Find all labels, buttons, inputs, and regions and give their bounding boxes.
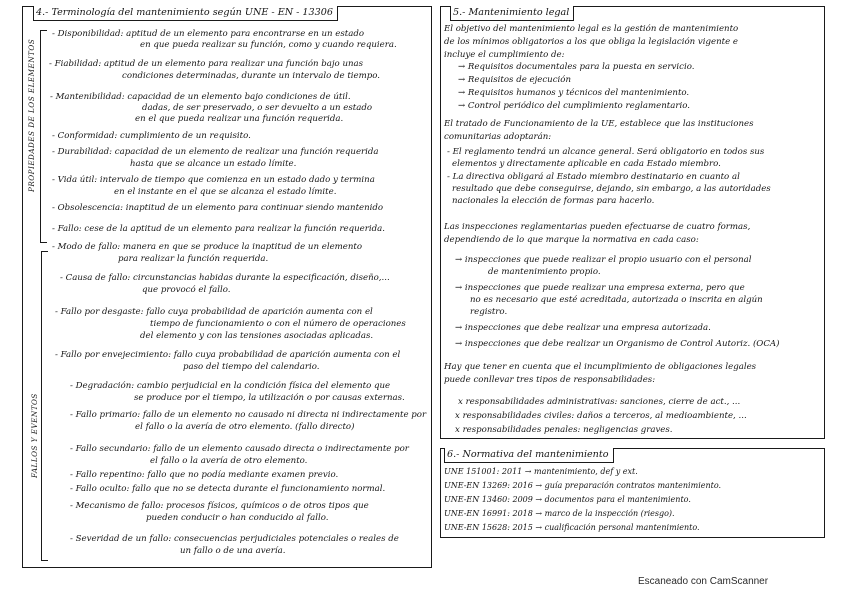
term-line: - Fallo primario: fallo de un elemento no causado ni directa ni indirectamente por (70, 410, 427, 420)
norm-line: UNE-EN 13460: 2009 → documentos para el mantenimiento. (444, 495, 691, 504)
legal-line: x responsabilidades administrativas: sanciones, cierre de act., ... (458, 397, 741, 407)
legal-line: dependiendo de lo que marque la normativa en cada caso: (444, 235, 699, 245)
legal-line: → Requisitos de ejecución (458, 75, 571, 85)
section-6-title: 6.- Normativa del mantenimiento (444, 448, 614, 463)
term-line: - Causa de fallo: circunstancias habidas durante la especificación, diseño,... (60, 273, 390, 283)
norm-line: UNE 151001: 2011 → mantenimiento, def y ext. (444, 467, 638, 476)
term-line: se produce por el tiempo, la utilización o por causas externas. (134, 393, 405, 403)
term-line: dadas, de ser preservado, o ser devuelto a un estado (142, 103, 373, 113)
legal-line: puede conllevar tres tipos de responsabilidades: (444, 375, 656, 385)
term-line: - Vida útil: intervalo de tiempo que comienza en un estado dado y termina (52, 175, 375, 185)
term-line: - Fiabilidad: aptitud de un elemento para realizar una función bajo unas (49, 59, 364, 69)
term-line: - Fallo: cese de la aptitud de un elemento para realizar la función requerida. (52, 224, 385, 234)
camscanner-watermark: Escaneado con CamScanner (638, 576, 769, 587)
legal-line: x responsabilidades civiles: daños a terceros, al medioambiente, ... (455, 411, 747, 421)
legal-line: resultado que debe conseguirse, dejando, sin embargo, a las autoridades (452, 184, 771, 194)
legal-line: → inspecciones que puede realizar el propio usuario con el personal (455, 255, 752, 265)
legal-line: El objetivo del mantenimiento legal es la gestión de mantenimiento (444, 24, 739, 34)
term-line: - Degradación: cambio perjudicial en la condición física del elemento que (70, 381, 391, 391)
legal-line: → Control periódico del cumplimiento reglamentario. (458, 101, 690, 111)
term-line: - Fallo por envejecimiento: fallo cuya probabilidad de aparición aumenta con el (55, 350, 401, 360)
term-line: un fallo o de una avería. (180, 546, 286, 556)
legal-line: comunitarias adoptarán: (444, 132, 552, 142)
term-line: - Durabilidad: capacidad de un elemento de realizar una función requerida (52, 147, 379, 157)
legal-line: → Requisitos documentales para la puesta en servicio. (458, 62, 695, 72)
legal-line: Las inspecciones reglamentarias pueden efectuarse de cuatro formas, (444, 222, 751, 232)
term-line: - Conformidad: cumplimiento de un requisito. (52, 131, 251, 141)
legal-line: de mantenimiento propio. (488, 267, 601, 277)
term-line: - Mantenibilidad: capacidad de un elemento bajo condiciones de útil. (50, 92, 351, 102)
norm-line: UNE-EN 15628: 2015 → cualificación personal mantenimiento. (444, 523, 700, 532)
legal-line: - La directiva obligará al Estado miembro destinatario en cuanto al (447, 172, 740, 182)
term-line: en el que pueda realizar una función requerida. (135, 114, 344, 124)
term-line: - Modo de fallo: manera en que se produce la inaptitud de un elemento (52, 242, 363, 252)
legal-line: incluye el cumplimiento de: (444, 50, 565, 60)
term-line: - Disponibilidad: aptitud de un elemento para encontrarse en un estado (52, 29, 365, 39)
norm-line: UNE-EN 16991: 2018 → marco de la inspección (riesgo). (444, 509, 675, 518)
term-line: tiempo de funcionamiento o con el número de operaciones (150, 319, 406, 329)
term-line: - Fallo oculto: fallo que no se detecta durante el funcionamiento normal. (70, 484, 386, 494)
properties-group-brace (40, 30, 47, 243)
term-line: - Fallo por desgaste: fallo cuya probabilidad de aparición aumenta con el (55, 307, 373, 317)
term-line: hasta que se alcance un estado límite. (130, 159, 297, 169)
term-line: del elemento y con las tensiones asociadas aplicadas. (140, 331, 374, 341)
norm-line: UNE-EN 13269: 2016 → guía preparación contratos mantenimiento. (444, 481, 722, 490)
term-line: el fallo o la avería de otro elemento. (fallo directo) (135, 422, 355, 432)
failures-group-label: FALLOS Y EVENTOS (30, 393, 39, 478)
term-line: condiciones determinadas, durante un intervalo de tiempo. (122, 71, 381, 81)
legal-line: - El reglamento tendrá un alcance general. Será obligatorio en todos sus (447, 147, 765, 157)
term-line: - Severidad de un fallo: consecuencias perjudiciales potenciales o reales de (70, 534, 399, 544)
properties-group-label: PROPIEDADES DE LOS ELEMENTOS (27, 38, 36, 192)
term-line: - Obsolescencia: inaptitud de un elemento para continuar siendo mantenido (52, 203, 384, 213)
legal-line: El tratado de Funcionamiento de la UE, establece que las instituciones (444, 119, 754, 129)
legal-line: de los mínimos obligatorios a los que obliga la legislación vigente e (444, 37, 738, 47)
legal-line: elementos y directamente aplicable en cada Estado miembro. (452, 159, 721, 169)
failures-group-brace (41, 251, 48, 561)
term-line: - Fallo secundario: fallo de un elemento causado directa o indirectamente por (70, 444, 409, 454)
legal-line: → inspecciones que debe realizar una empresa autorizada. (455, 323, 711, 333)
term-line: - Mecanismo de fallo: procesos físicos, químicos o de otros tipos que (70, 501, 369, 511)
legal-line: nacionales la elección de formas para hacerlo. (452, 196, 655, 206)
legal-line: Hay que tener en cuenta que el incumplimiento de obligaciones legales (444, 362, 757, 372)
legal-line: → Requisitos humanos y técnicos del mantenimiento. (458, 88, 690, 98)
term-line: para realizar la función requerida. (118, 254, 269, 264)
legal-line: → inspecciones que puede realizar una empresa externa, pero que (455, 283, 745, 293)
term-line: pueden conducir o han conducido al fallo. (146, 513, 329, 523)
term-line: en que pueda realizar su función, como y cuando requiera. (140, 40, 397, 50)
section-4-title: 4.- Terminología del mantenimiento según UNE - EN - 13306 (33, 6, 338, 21)
term-line: - Fallo repentino: fallo que no podía mediante examen previo. (70, 470, 339, 480)
legal-line: → inspecciones que debe realizar un Organismo de Control Autoriz. (OCA) (455, 339, 780, 349)
term-line: en el instante en el que se alcanza el estado límite. (114, 187, 337, 197)
term-line: que provocó el fallo. (142, 285, 231, 295)
legal-line: registro. (470, 307, 508, 317)
section-5-title: 5.- Mantenimiento legal (450, 6, 574, 21)
term-line: paso del tiempo del calendario. (183, 362, 320, 372)
term-line: el fallo o la avería de otro elemento. (150, 456, 308, 466)
legal-line: no es necesario que esté acreditada, autorizada o inscrita en algún (470, 295, 763, 305)
legal-line: x responsabilidades penales: negligencias graves. (455, 425, 673, 435)
